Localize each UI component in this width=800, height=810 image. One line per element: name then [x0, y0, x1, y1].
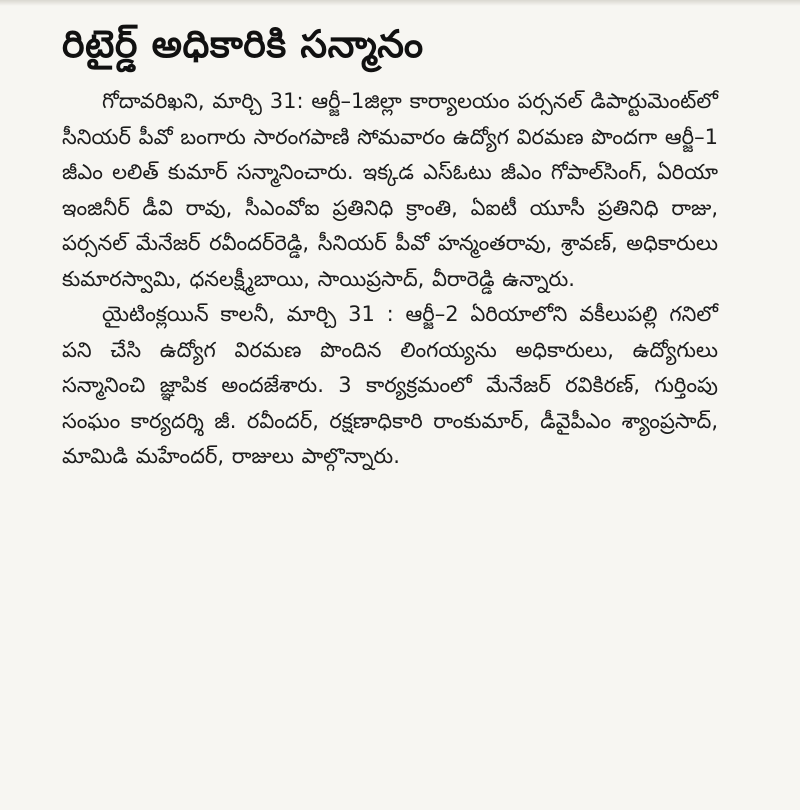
clipping-top-edge: [0, 0, 800, 6]
article-paragraph-godavarikhani: గోదావరిఖని, మార్చి 31: ఆర్జీ–1జిల్లా కార్యాలయం పర్సనల్ డిపార్టుమెంట్‌లో సీనియర్ పీవో బంగారు సారంగపాణి సోమవారం ఉద్యోగ విరమణ పొందగా ఆర్జీ–1 జీఎం లలిత్ కుమార్ సన్మానించారు. ఇక్కడ ఎస్ఓటు జీఎం గోపాల్‌సింగ్, ఏరియా ఇంజినీర్ డీవి రావు, సీఎంవోఐ ప్రతినిధి క్రాంతి, ఏఐటీ యూసీ ప్రతినిధి రాజు, పర్సనల్ మేనేజర్ రవీందర్‌రెడ్డి, సీనియర్ పీవో హన్మంతరావు, శ్రావణ్, అధికారులు కుమారస్వామి, ధనలక్ష్మీబాయి, సాయిప్రసాద్, వీరారెడ్డి ఉన్నారు.: [62, 89, 718, 291]
article-paragraph-yaitinclyne-colony: యైటింక్లయిన్ కాలనీ, మార్చి 31 : ఆర్జీ–2 ఏరియాలోని వకీలుపల్లి గనిలో పని చేసి ఉద్యోగ విరమణ పొందిన లింగయ్యను అధికారులు, ఉద్యోగులు సన్మానించి జ్ఞాపిక అందజేశారు. 3 కార్యక్రమంలో మేనేజర్ రవికిరణ్, గుర్తింపు సంఘం కార్యదర్శి జీ. రవీందర్, రక్షణాధికారి రాంకుమార్, డీవైపీఎం శ్యాంప్రసాద్, మామిడి మహేందర్, రాజులు పాల్గొన్నారు.: [62, 302, 718, 468]
article-body: [62, 84, 718, 475]
article-headline: రిటైర్డ్ అధికారికి సన్మానం: [62, 22, 424, 66]
